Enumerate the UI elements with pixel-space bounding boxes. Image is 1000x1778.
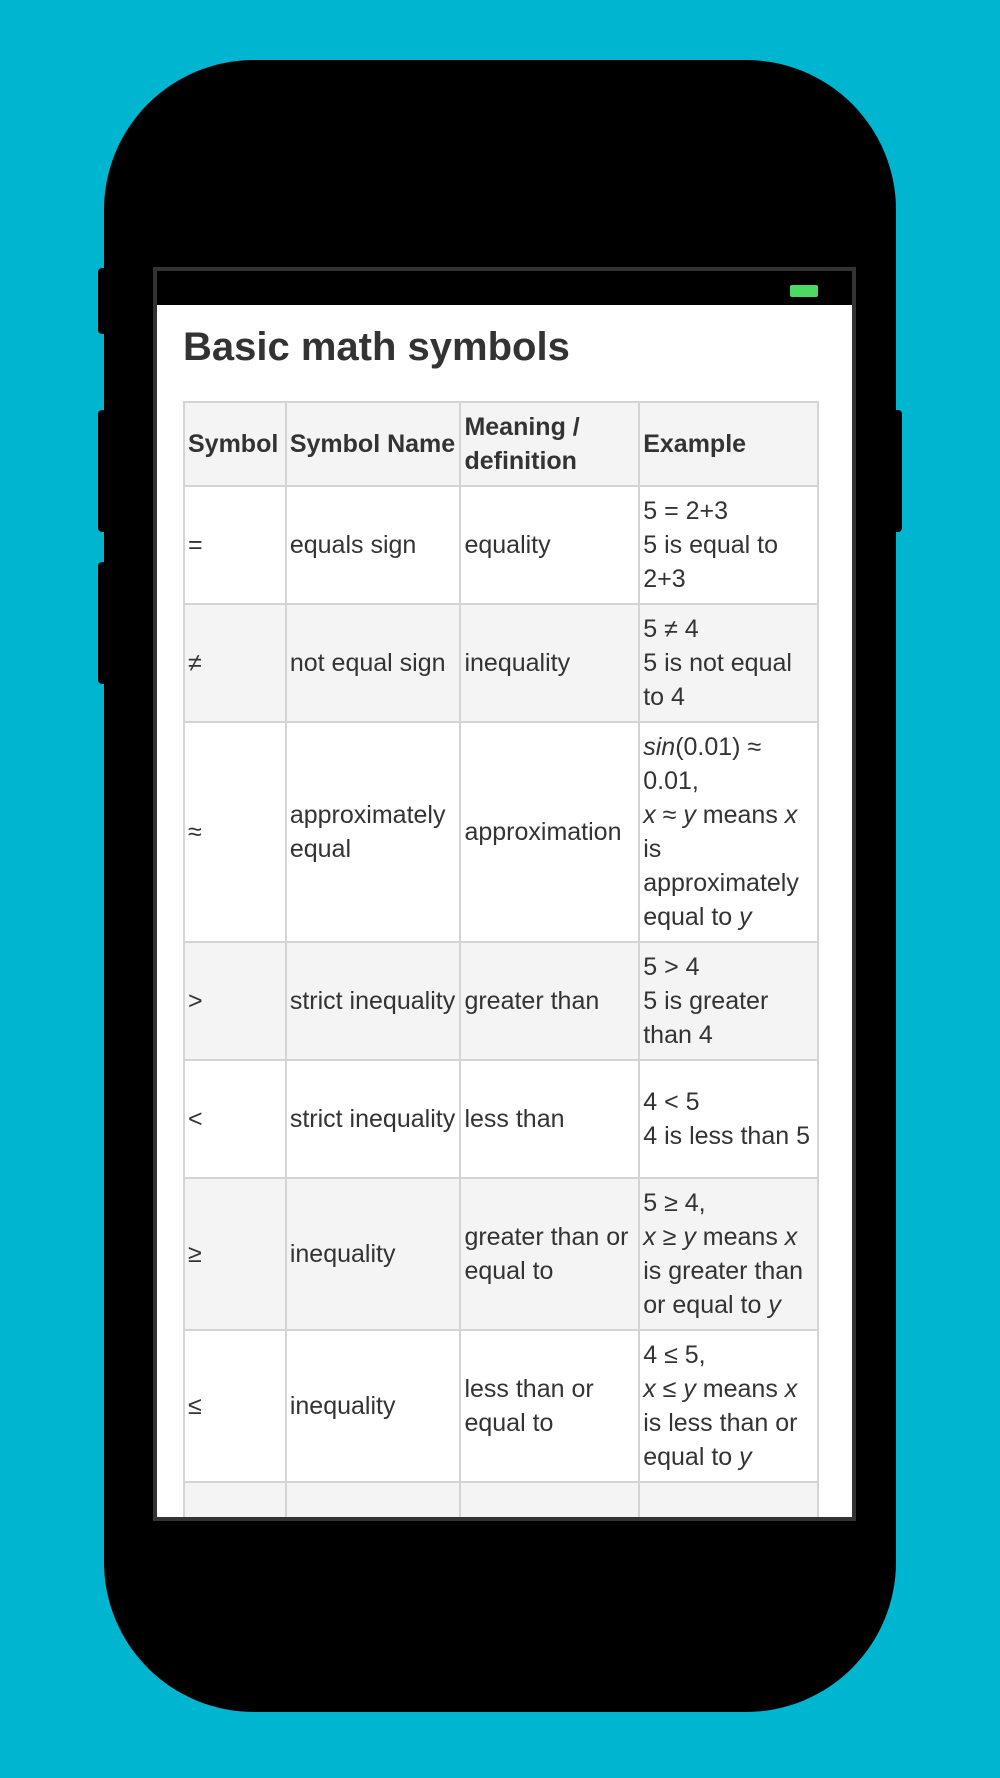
cell-symbol-name: strict inequality	[286, 1060, 461, 1178]
cell-symbol-name: strict inequality	[286, 942, 461, 1060]
header-symbol-name: Symbol Name	[286, 402, 461, 486]
cell-meaning: equality	[460, 486, 639, 604]
cell-symbol: ≠	[184, 604, 286, 722]
example-text: (0.01) ≈ 0.01,	[643, 733, 762, 795]
example-line	[643, 1372, 814, 1474]
example-text: 5 = 2+3	[643, 497, 729, 525]
example-text: is less than or equal to	[643, 1409, 798, 1471]
example-text: 5 is equal to 2+3	[643, 531, 779, 593]
cell-example	[639, 1330, 818, 1482]
table-row	[184, 486, 818, 604]
example-variable: y	[739, 903, 752, 931]
example-line	[643, 646, 814, 714]
cell-example	[639, 942, 818, 1060]
cell-symbol-name: inequality	[286, 1178, 461, 1330]
cell-example	[639, 604, 818, 722]
cell-symbol: <	[184, 1060, 286, 1178]
example-text: means	[695, 1375, 785, 1403]
cell-example	[639, 1060, 818, 1178]
example-line	[643, 1085, 814, 1119]
example-line	[643, 612, 814, 646]
cell-symbol: >	[184, 942, 286, 1060]
example-variable: y	[683, 801, 696, 829]
example-line	[643, 730, 814, 798]
cell-empty	[184, 1482, 286, 1517]
cell-empty	[639, 1482, 818, 1517]
table-row	[184, 1330, 818, 1482]
example-text: is greater than or equal to	[643, 1257, 804, 1319]
table-row	[184, 942, 818, 1060]
cell-meaning: inequality	[460, 604, 639, 722]
example-variable: x	[784, 801, 798, 829]
example-line	[643, 494, 814, 528]
example-line	[643, 1338, 814, 1372]
cell-example	[639, 486, 818, 604]
example-text: means	[695, 801, 785, 829]
example-text: 5 is greater than 4	[643, 987, 769, 1049]
example-text: means	[695, 1223, 785, 1251]
example-line	[643, 528, 814, 596]
example-variable: y	[683, 1223, 696, 1251]
table-row-partial	[184, 1482, 818, 1517]
cell-example	[639, 722, 818, 942]
cell-meaning: approximation	[460, 722, 639, 942]
cell-meaning: greater than	[460, 942, 639, 1060]
example-variable: x	[643, 1223, 656, 1251]
example-line	[643, 798, 814, 934]
example-line	[643, 1186, 814, 1220]
example-text: is approximately equal to	[643, 835, 799, 931]
header-example: Example	[639, 402, 818, 486]
example-variable: y	[739, 1443, 752, 1471]
phone-screen	[153, 267, 856, 1521]
cell-symbol-name: not equal sign	[286, 604, 461, 722]
battery-icon	[790, 285, 818, 297]
example-text: 5 ≥ 4,	[643, 1189, 706, 1217]
page-title: Basic math symbols	[183, 325, 570, 369]
cell-meaning: less than or equal to	[460, 1330, 639, 1482]
example-line	[643, 1220, 814, 1322]
example-variable: x	[784, 1223, 798, 1251]
example-line	[643, 950, 814, 984]
example-text: 5 ≠ 4	[643, 615, 699, 643]
example-text: ≥	[655, 1223, 684, 1251]
table-row	[184, 1060, 818, 1178]
example-variable: y	[683, 1375, 696, 1403]
header-symbol: Symbol	[184, 402, 286, 486]
example-variable: y	[768, 1291, 781, 1319]
table-row	[184, 1178, 818, 1330]
table-row	[184, 722, 818, 942]
table-row	[184, 604, 818, 722]
symbols-table	[183, 401, 819, 1517]
cell-symbol: ≤	[184, 1330, 286, 1482]
cell-example	[639, 1178, 818, 1330]
example-text: 4 < 5	[643, 1088, 700, 1116]
status-bar	[157, 271, 852, 305]
example-text: 5 > 4	[643, 953, 700, 981]
example-text: ≤	[655, 1375, 684, 1403]
page-content[interactable]	[157, 305, 852, 1517]
cell-symbol-name: inequality	[286, 1330, 461, 1482]
cell-symbol: =	[184, 486, 286, 604]
cell-symbol-name: approximately equal	[286, 722, 461, 942]
cell-empty	[460, 1482, 639, 1517]
example-variable: x	[643, 801, 656, 829]
example-text: 4 is less than 5	[643, 1122, 810, 1150]
example-variable: x	[784, 1375, 798, 1403]
cell-meaning: less than	[460, 1060, 639, 1178]
cell-empty	[286, 1482, 461, 1517]
table-header-row	[184, 402, 818, 486]
example-line	[643, 1119, 814, 1153]
example-text: 5 is not equal to 4	[643, 649, 792, 711]
cell-symbol: ≥	[184, 1178, 286, 1330]
cell-symbol: ≈	[184, 722, 286, 942]
example-variable: x	[643, 1375, 656, 1403]
example-variable: sin	[643, 733, 676, 761]
example-text: 4 ≤ 5,	[643, 1341, 706, 1369]
cell-symbol-name: equals sign	[286, 486, 461, 604]
table-body	[184, 486, 818, 1517]
cell-meaning: greater than or equal to	[460, 1178, 639, 1330]
header-meaning: Meaning / definition	[460, 402, 639, 486]
example-line	[643, 984, 814, 1052]
example-text: ≈	[655, 801, 684, 829]
